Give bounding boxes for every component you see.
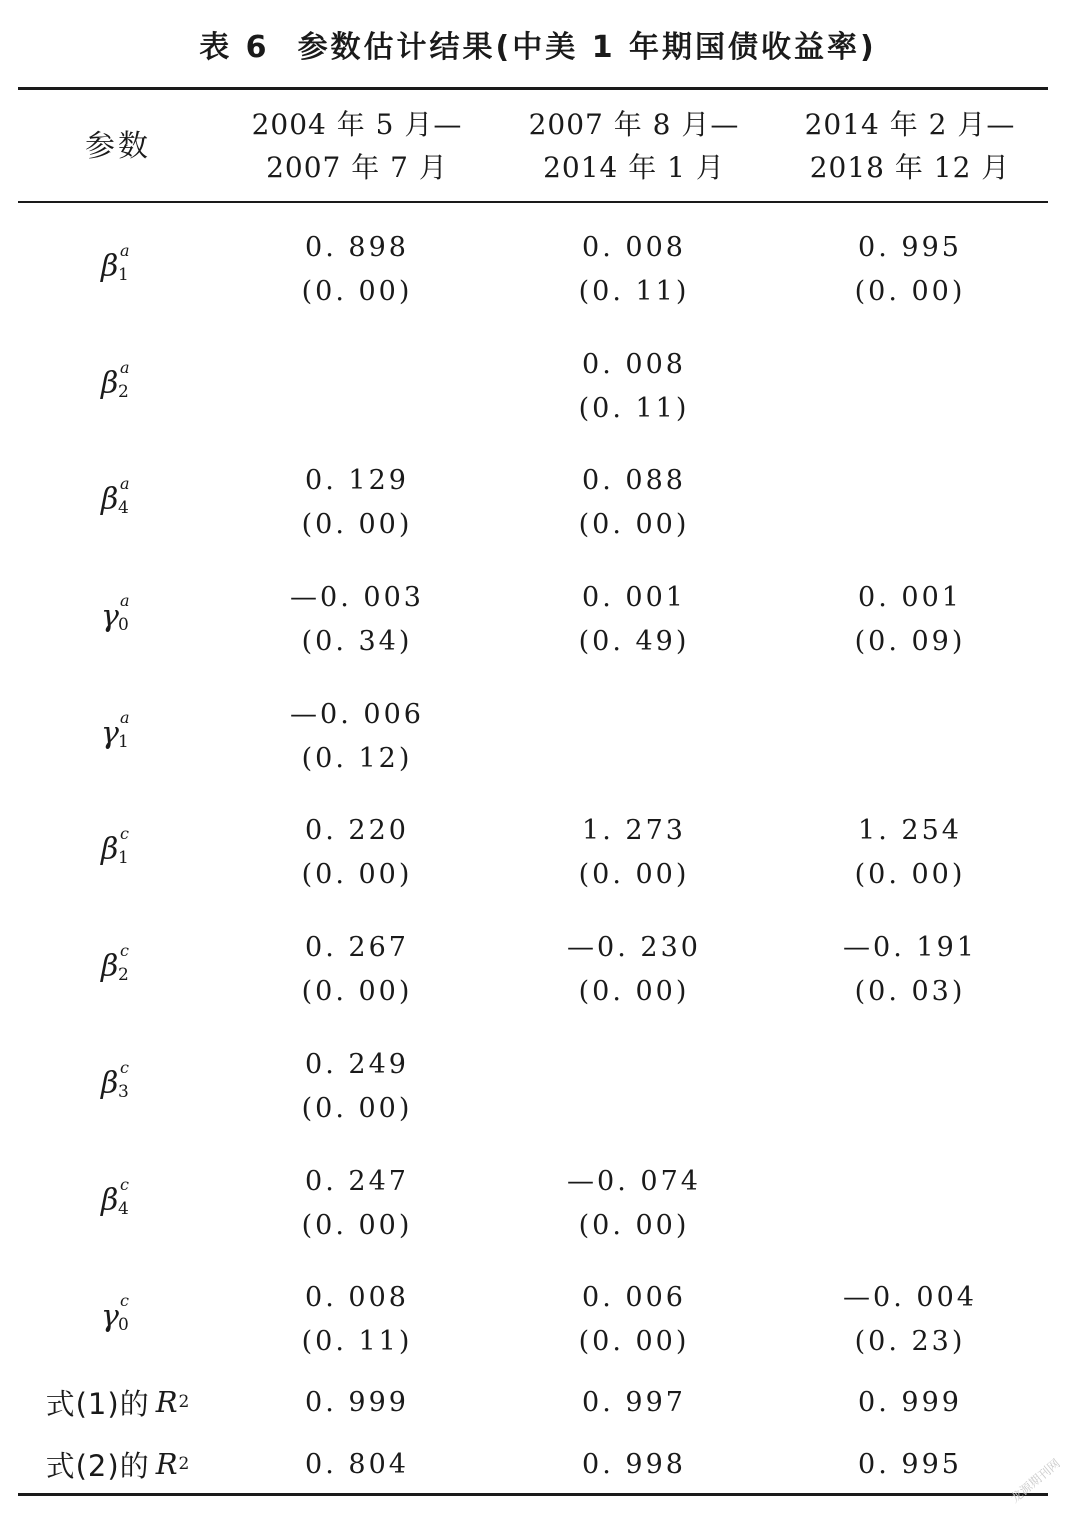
param-symbol: β c 4 — [101, 1174, 129, 1219]
param-cell — [18, 1027, 218, 1144]
value-cell: 0. 008 (0. 11) — [578, 349, 690, 424]
param-symbol: β c 3 — [101, 1057, 129, 1102]
param-cell — [18, 443, 218, 560]
table-header — [0, 92, 1076, 200]
param-symbol: β a 2 — [101, 357, 130, 402]
r2-value: 0. 998 — [582, 1448, 686, 1480]
watermark: 龙源期刊网 — [1007, 1456, 1063, 1506]
value-cell: 0. 006 (0. 00) — [578, 1282, 690, 1357]
table-row — [0, 1144, 1076, 1261]
table-row — [0, 210, 1076, 327]
value-cell: 0. 995 (0. 00) — [854, 232, 966, 307]
r2-row-eq2 — [0, 1434, 1076, 1494]
value-cell: 0. 129 (0. 00) — [301, 465, 413, 540]
value-cell: 0. 088 (0. 00) — [578, 465, 690, 540]
value-cell: —0. 191 (0. 03) — [843, 932, 977, 1007]
value-cell: 0. 001 (0. 49) — [578, 582, 690, 657]
value-cell: 0. 008 (0. 11) — [301, 1282, 413, 1357]
param-symbol: γ c 0 — [101, 1290, 129, 1335]
value-cell: —0. 230 (0. 00) — [567, 932, 701, 1007]
header-period-3-line2: 2018 年 12 月 — [809, 151, 1011, 184]
table-row — [0, 677, 1076, 794]
param-symbol: β c 2 — [101, 940, 129, 985]
table-row — [0, 1260, 1076, 1377]
table-number: 表 6 — [199, 30, 270, 65]
value-cell: 0. 898 (0. 00) — [301, 232, 413, 307]
header-rule — [18, 201, 1048, 203]
table-row — [0, 560, 1076, 677]
r2-value: 0. 804 — [305, 1448, 409, 1480]
header-period-2-line2: 2014 年 1 月 — [543, 151, 725, 184]
r2-value: 0. 997 — [582, 1386, 686, 1418]
value-cell: 0. 220 (0. 00) — [301, 815, 413, 890]
header-param: 参数 — [85, 128, 151, 164]
table-row — [0, 443, 1076, 560]
r2-row-eq1 — [0, 1372, 1076, 1432]
param-symbol: β a 1 — [101, 240, 130, 285]
table-row — [0, 1027, 1076, 1144]
r2-value: 0. 995 — [858, 1448, 962, 1480]
value-cell: 0. 008 (0. 11) — [578, 232, 690, 307]
header-period-3 — [772, 92, 1048, 200]
value-cell: 1. 254 (0. 00) — [854, 815, 966, 890]
value-cell: 0. 267 (0. 00) — [301, 932, 413, 1007]
param-symbol: β c 1 — [101, 823, 129, 868]
value-cell: —0. 004 (0. 23) — [843, 1282, 977, 1357]
param-cell — [18, 793, 218, 910]
table-title — [0, 22, 1076, 66]
param-cell — [18, 910, 218, 1027]
param-symbol: β a 4 — [101, 473, 130, 518]
param-cell — [18, 327, 218, 444]
r2-value: 0. 999 — [858, 1386, 962, 1418]
value-cell: 0. 001 (0. 09) — [854, 582, 966, 657]
param-cell — [18, 1260, 218, 1377]
param-cell — [18, 1144, 218, 1261]
header-period-1-line2: 2007 年 7 月 — [266, 151, 448, 184]
param-cell — [18, 210, 218, 327]
header-period-1-line1: 2004 年 5 月— — [251, 108, 463, 141]
table-caption: 参数估计结果(中美 1 年期国债收益率) — [297, 30, 877, 65]
header-period-3-line1: 2014 年 2 月— — [804, 108, 1016, 141]
header-period-2 — [496, 92, 772, 200]
param-symbol: γ a 1 — [101, 707, 130, 752]
header-period-2-line1: 2007 年 8 月— — [528, 108, 740, 141]
value-cell: —0. 003 (0. 34) — [290, 582, 424, 657]
r2-label: 式(1)的 R 2 — [45, 1385, 191, 1421]
value-cell: 0. 247 (0. 00) — [301, 1166, 413, 1241]
table-row — [0, 793, 1076, 910]
value-cell: 0. 249 (0. 00) — [301, 1049, 413, 1124]
top-rule — [18, 87, 1048, 90]
r2-value: 0. 999 — [305, 1386, 409, 1418]
r2-label: 式(2)的 R 2 — [45, 1447, 191, 1483]
header-period-1 — [218, 92, 496, 200]
param-cell — [18, 677, 218, 794]
param-symbol: γ a 0 — [101, 590, 130, 635]
value-cell: —0. 074 (0. 00) — [567, 1166, 701, 1241]
bottom-rule — [18, 1493, 1048, 1496]
table-row — [0, 910, 1076, 1027]
value-cell: 1. 273 (0. 00) — [578, 815, 690, 890]
value-cell: —0. 006 (0. 12) — [290, 699, 424, 774]
param-cell — [18, 560, 218, 677]
table-row — [0, 327, 1076, 444]
